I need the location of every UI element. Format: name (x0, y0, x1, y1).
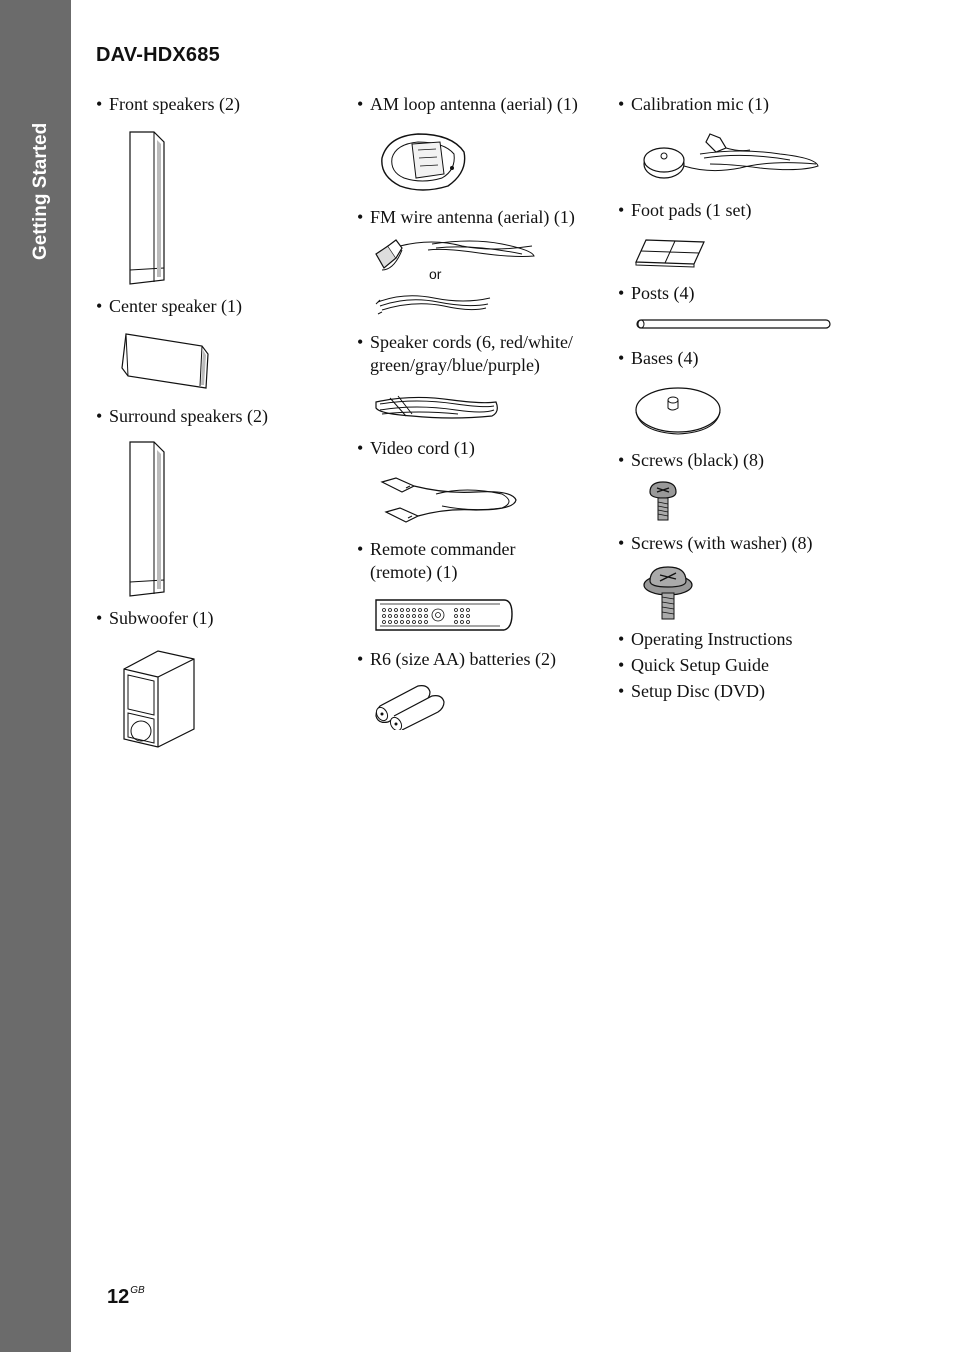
item-center-speaker: • Center speaker (1) (96, 295, 359, 318)
speaker-cords-line1: Speaker cords (6, red/white/ (370, 332, 573, 352)
item-speaker-cords (357, 331, 620, 377)
screw-black-illustration (646, 480, 680, 522)
item-surround-speakers: • Surround speakers (2) (96, 405, 359, 428)
item-operating-instructions: • Operating Instructions (618, 628, 861, 651)
item-fm-antenna: • FM wire antenna (aerial) (1) (357, 206, 620, 229)
speaker-cords-line2: green/gray/blue/purple) (370, 355, 540, 375)
or-label: or (429, 266, 442, 282)
item-video-cord: • Video cord (1) (357, 437, 620, 460)
batteries-illustration (372, 680, 448, 730)
screw-washer-illustration (640, 563, 696, 621)
front-speaker-illustration (124, 130, 170, 286)
section-label: Getting Started (30, 122, 51, 260)
item-setup-disc: • Setup Disc (DVD) (618, 680, 861, 703)
item-foot-pads: • Foot pads (1 set) (618, 199, 861, 222)
post-illustration (634, 317, 834, 331)
fm-antenna-t-illustration (372, 236, 540, 276)
remote-line2: (remote) (1) (370, 562, 458, 582)
item-batteries: • R6 (size AA) batteries (2) (357, 648, 620, 671)
model-heading: DAV-HDX685 (96, 44, 220, 66)
item-screws-black: • Screws (black) (8) (618, 449, 861, 472)
calibration-mic-illustration (640, 130, 822, 186)
speaker-cords-illustration (372, 392, 502, 424)
item-quick-setup-guide: • Quick Setup Guide (618, 654, 861, 677)
item-calibration-mic: • Calibration mic (1) (618, 93, 861, 116)
remote-line1: Remote commander (370, 539, 516, 559)
item-am-antenna: • AM loop antenna (aerial) (1) (357, 93, 620, 116)
foot-pads-illustration (632, 236, 708, 268)
page-number (107, 1285, 145, 1309)
item-screws-washer: • Screws (with washer) (8) (618, 532, 861, 555)
subwoofer-illustration (118, 643, 198, 751)
base-illustration (632, 384, 724, 436)
item-subwoofer: • Subwoofer (1) (96, 607, 359, 630)
fm-antenna-wire-illustration (374, 290, 494, 316)
sidebar-tab (0, 0, 71, 1352)
page-number-suffix: GB (130, 1285, 145, 1296)
item-front-speakers: • Front speakers (2) (96, 93, 359, 116)
am-antenna-illustration (378, 128, 470, 196)
item-remote (357, 538, 620, 584)
item-posts: • Posts (4) (618, 282, 861, 305)
page-number-value: 12 (107, 1286, 130, 1308)
video-cord-illustration (376, 472, 522, 526)
remote-illustration (372, 596, 514, 634)
center-speaker-illustration (118, 330, 212, 392)
surround-speaker-illustration (124, 440, 170, 598)
item-bases: • Bases (4) (618, 347, 861, 370)
